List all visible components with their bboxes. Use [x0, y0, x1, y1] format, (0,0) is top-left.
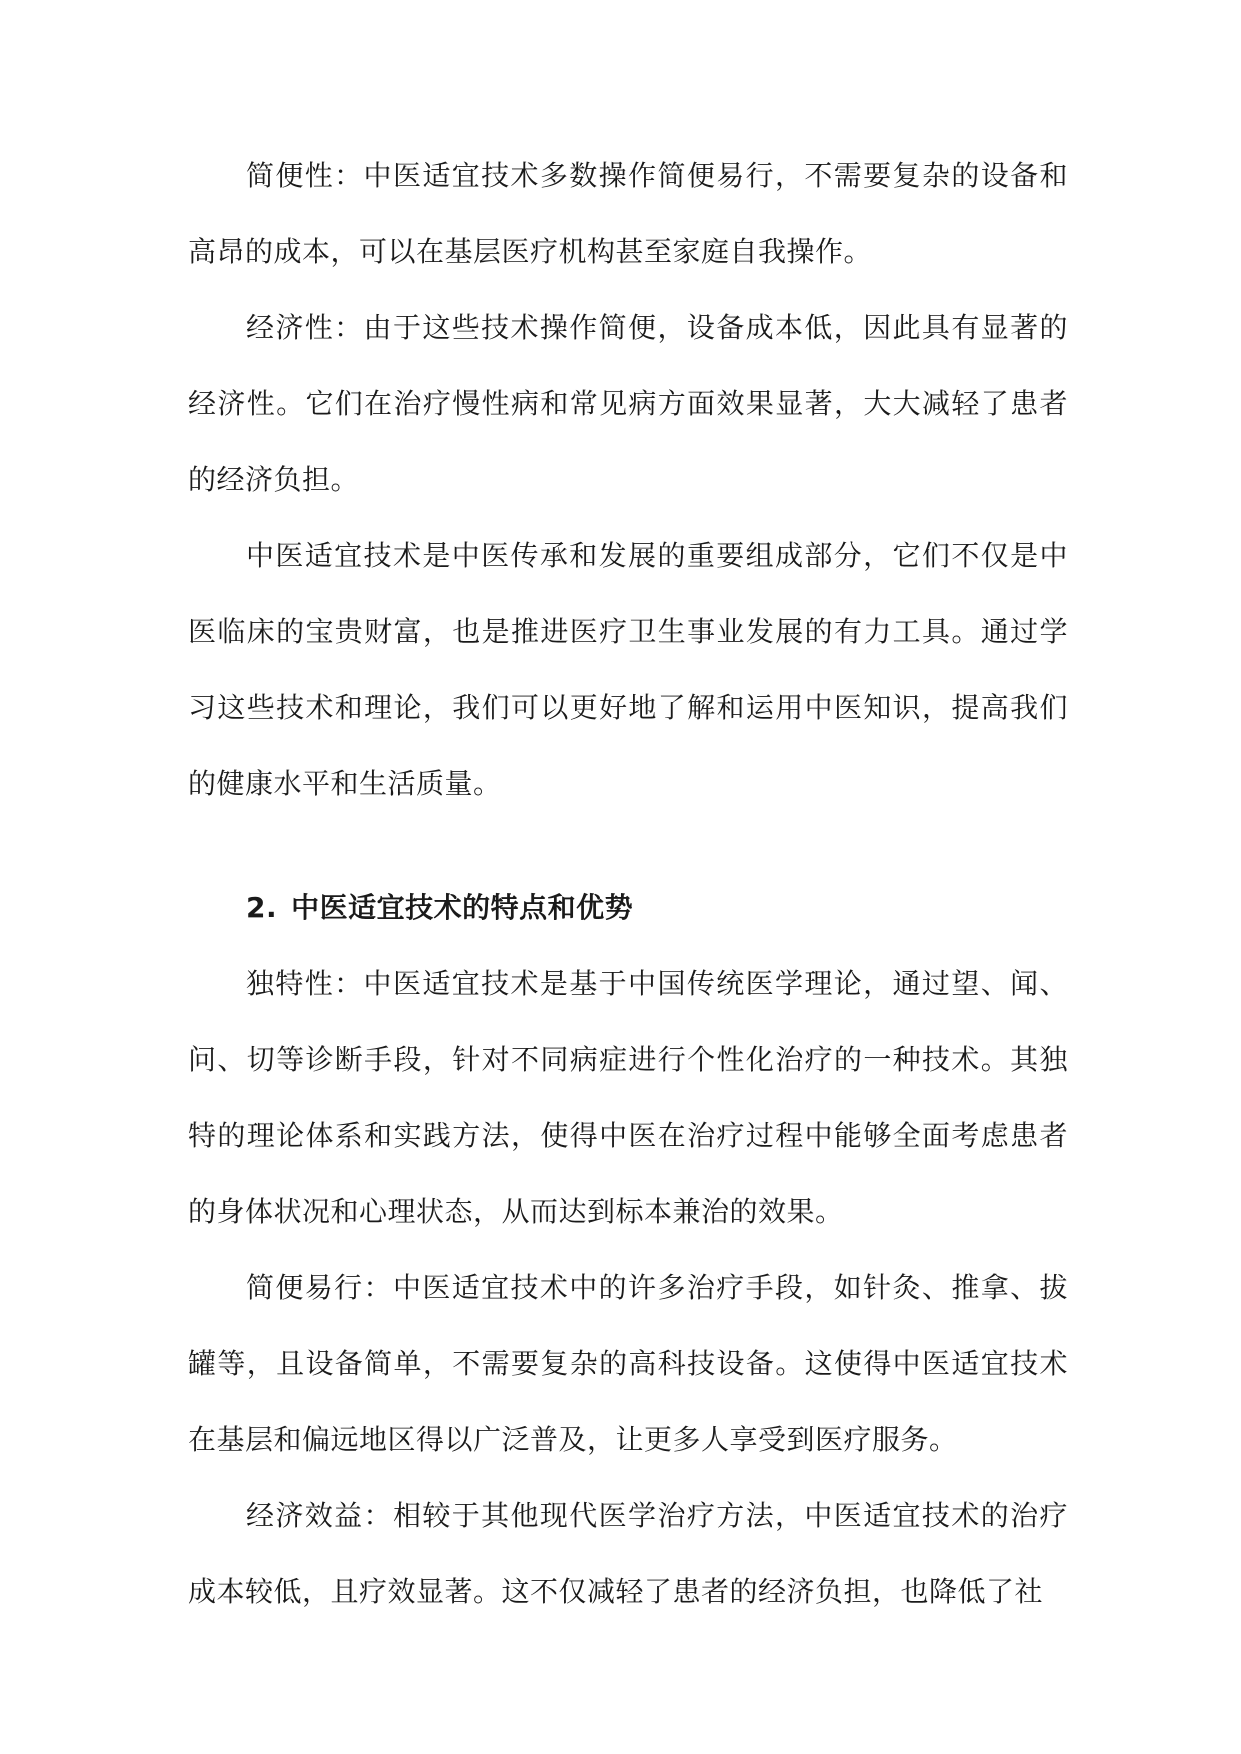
paragraph-ease-of-use: 简便易行：中医适宜技术中的许多治疗手段，如针灸、推拿、拔罐等，且设备简单，不需要复杂的高科技设备。这使得中医适宜技术在基层和偏远地区得以广泛普及，让更多人享受到医疗服务。 [188, 1271, 1068, 1456]
document-body [188, 138, 1068, 1630]
paragraph-convenience: 简便性：中医适宜技术多数操作简便易行，不需要复杂的设备和高昂的成本，可以在基层医疗机构甚至家庭自我操作。 [188, 159, 1068, 268]
paragraph-summary: 中医适宜技术是中医传承和发展的重要组成部分，它们不仅是中医临床的宝贵财富，也是推进医疗卫生事业发展的有力工具。通过学习这些技术和理论，我们可以更好地了解和运用中医知识，提高我们的健康水平和生活质量。 [188, 539, 1068, 800]
section-heading [188, 870, 1068, 946]
paragraph-uniqueness: 独特性：中医适宜技术是基于中国传统医学理论，通过望、闻、问、切等诊断手段，针对不同病症进行个性化治疗的一种技术。其独特的理论体系和实践方法，使得中医在治疗过程中能够全面考虑患者的身体状况和心理状态，从而达到标本兼治的效果。 [188, 967, 1068, 1228]
section-title: 中医适宜技术的特点和优势 [291, 891, 634, 924]
paragraph-economy: 经济性：由于这些技术操作简便，设备成本低，因此具有显著的经济性。它们在治疗慢性病和常见病方面效果显著，大大减轻了患者的经济负担。 [188, 311, 1068, 496]
section-number: 2. [246, 891, 278, 924]
paragraph-economic-benefit: 经济效益：相较于其他现代医学治疗方法，中医适宜技术的治疗成本较低，且疗效显著。这不仅减轻了患者的经济负担，也降低了社 [188, 1499, 1068, 1608]
